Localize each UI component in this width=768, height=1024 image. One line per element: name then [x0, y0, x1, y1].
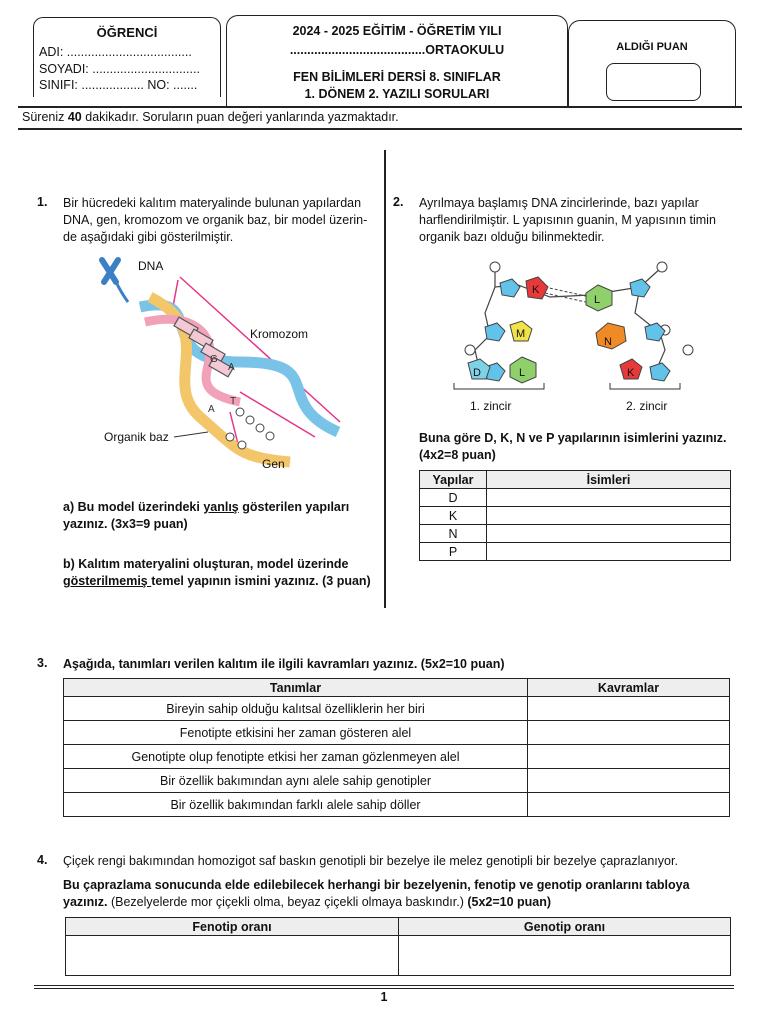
base-d	[468, 359, 490, 379]
q4-header-genotip: Genotip oranı	[399, 918, 731, 936]
student-title: ÖĞRENCİ	[96, 25, 158, 40]
base-m	[510, 321, 532, 341]
q3-answer-table	[63, 678, 730, 817]
label-dna: DNA	[138, 259, 164, 273]
q3-header-tanimlar: Tanımlar	[64, 679, 528, 697]
q3-definition: Bir özellik bakımından farklı alele sahip döller	[64, 793, 528, 817]
q1-number: 1.	[37, 195, 48, 209]
svg-text:N: N	[604, 336, 612, 348]
q3-answer-cell[interactable]	[528, 769, 730, 793]
q2-row-label: K	[420, 507, 487, 525]
score-box	[568, 20, 736, 108]
score-field[interactable]	[606, 63, 701, 101]
q3-text: Aşağıda, tanımları verilen kalıtım ile ilgili kavramları yazınız. (5x2=10 puan)	[63, 657, 505, 671]
score-label: ALDIĞI PUAN	[616, 41, 688, 53]
instructions: Süreniz 40 dakikadır. Soruların puan değeri yanlarında yazmaktadır.	[22, 110, 399, 124]
svg-text:L: L	[519, 367, 526, 379]
q2-header-isimleri: İsimleri	[487, 471, 731, 489]
header-divider	[18, 106, 742, 108]
header-exam: 1. DÖNEM 2. YAZILI SORULARI	[304, 87, 490, 101]
q4-answer-table	[65, 917, 731, 976]
student-surname-field[interactable]: SOYADI: ...............................	[39, 62, 200, 76]
header-school: .......................................ORTAOKULU	[289, 43, 505, 57]
q2-row-label: N	[420, 525, 487, 543]
q2-answer-cell[interactable]	[487, 525, 731, 543]
q2-answer-cell[interactable]	[487, 543, 731, 561]
label-organik-baz: Organik baz	[104, 430, 169, 444]
q3-answer-cell[interactable]	[528, 697, 730, 721]
svg-text:M: M	[516, 328, 526, 340]
q2-header-yapilar: Yapılar	[420, 471, 487, 489]
q3-number: 3.	[37, 656, 48, 670]
q3-definition: Fenotipte etkisini her zaman gösteren alel	[64, 721, 528, 745]
q1-part-b: b) Kalıtım materyalini oluşturan, model üzerinde gösterilmemiş temel yapının ismini yazınız. (3 puan)	[63, 557, 371, 588]
q4-text: Çiçek rengi bakımından homozigot saf baskın genotipli bir bezelye ile melez genotipli bir bezelye çaprazlanıyor.	[63, 854, 678, 868]
base-g-label: G	[210, 354, 218, 365]
q4-genotip-answer[interactable]	[399, 936, 731, 976]
svg-text:L: L	[594, 294, 601, 306]
q2-answer-cell[interactable]	[487, 507, 731, 525]
base-n	[596, 323, 626, 349]
svg-text:D: D	[473, 367, 481, 379]
q2-answer-table	[419, 470, 731, 561]
q2-text: Ayrılmaya başlamış DNA zincirlerinde, bazı yapılar harflendirilmiştir. L yapısının guanin, M yapısının timin organik bazı olduğu bilinmektedir.	[419, 196, 716, 244]
column-divider	[384, 150, 386, 608]
q1-part-a: a) Bu model üzerindeki yanlış gösterilen yapıları yazınız. (3x3=9 puan)	[63, 500, 350, 531]
chromosome-icon	[102, 260, 128, 302]
svg-text:K: K	[532, 284, 540, 296]
q3-header-kavramlar: Kavramlar	[528, 679, 730, 697]
q4-number: 4.	[37, 853, 48, 867]
q4-instruction: Bu çaprazlama sonucunda elde edilebilecek herhangi bir bezelyenin, fenotip ve genotip oranlarını tabloya yazınız. (Bezelyelerde mor çiçekli olma, beyaz çiçekli olmaya baskındır.) (5x2=10 puan)	[63, 878, 690, 909]
chromosome-model-diagram	[90, 252, 360, 477]
dna-chains-diagram	[440, 255, 700, 420]
base-l1	[586, 285, 612, 311]
base-l2	[510, 357, 536, 383]
student-class-field[interactable]: SINIFI: .................. NO: .......	[39, 78, 198, 92]
exam-header	[226, 15, 568, 107]
base-t-label: T	[230, 396, 237, 407]
q2-answer-cell[interactable]	[487, 489, 731, 507]
student-info-box	[33, 17, 221, 97]
base-a1-label: A	[228, 362, 235, 373]
chain2-label: 2. zincir	[626, 399, 668, 413]
label-gen: Gen	[262, 457, 285, 471]
student-name-field[interactable]: ADI: ....................................	[39, 45, 192, 59]
q3-answer-cell[interactable]	[528, 745, 730, 769]
svg-text:K: K	[627, 367, 635, 379]
footer-line-top	[34, 985, 734, 986]
q3-definition: Bir özellik bakımından aynı alele sahip genotipler	[64, 769, 528, 793]
q2-number: 2.	[393, 195, 404, 209]
instructions-divider	[18, 128, 742, 130]
q2-question: Buna göre D, K, N ve P yapılarının isimlerini yazınız. (4x2=8 puan)	[419, 431, 727, 462]
base-k2	[620, 359, 642, 379]
q2-row-label: D	[420, 489, 487, 507]
base-k1	[526, 277, 548, 299]
q3-definition: Bireyin sahip olduğu kalıtsal özelliklerin her biri	[64, 697, 528, 721]
q4-fenotip-answer[interactable]	[66, 936, 399, 976]
header-course: FEN BİLİMLERİ DERSİ 8. SINIFLAR	[293, 70, 501, 84]
header-year: 2024 - 2025 EĞİTİM - ÖĞRETİM YILI	[292, 24, 502, 38]
base-a2-label: A	[208, 404, 215, 415]
q4-header-fenotip: Fenotip oranı	[66, 918, 399, 936]
page-number: 1	[380, 990, 388, 1004]
q2-row-label: P	[420, 543, 487, 561]
q3-answer-cell[interactable]	[528, 793, 730, 817]
q3-answer-cell[interactable]	[528, 721, 730, 745]
label-kromozom: Kromozom	[250, 327, 309, 341]
q1-text: Bir hücredeki kalıtım materyalinde bulunan yapılardan DNA, gen, kromozom ve organik baz, bir model üzerin- de aşağıdaki gibi gösterilmiştir.	[63, 196, 368, 244]
q3-definition: Genotipte olup fenotipte etkisi her zaman gözlenmeyen alel	[64, 745, 528, 769]
chain1-label: 1. zincir	[470, 399, 512, 413]
